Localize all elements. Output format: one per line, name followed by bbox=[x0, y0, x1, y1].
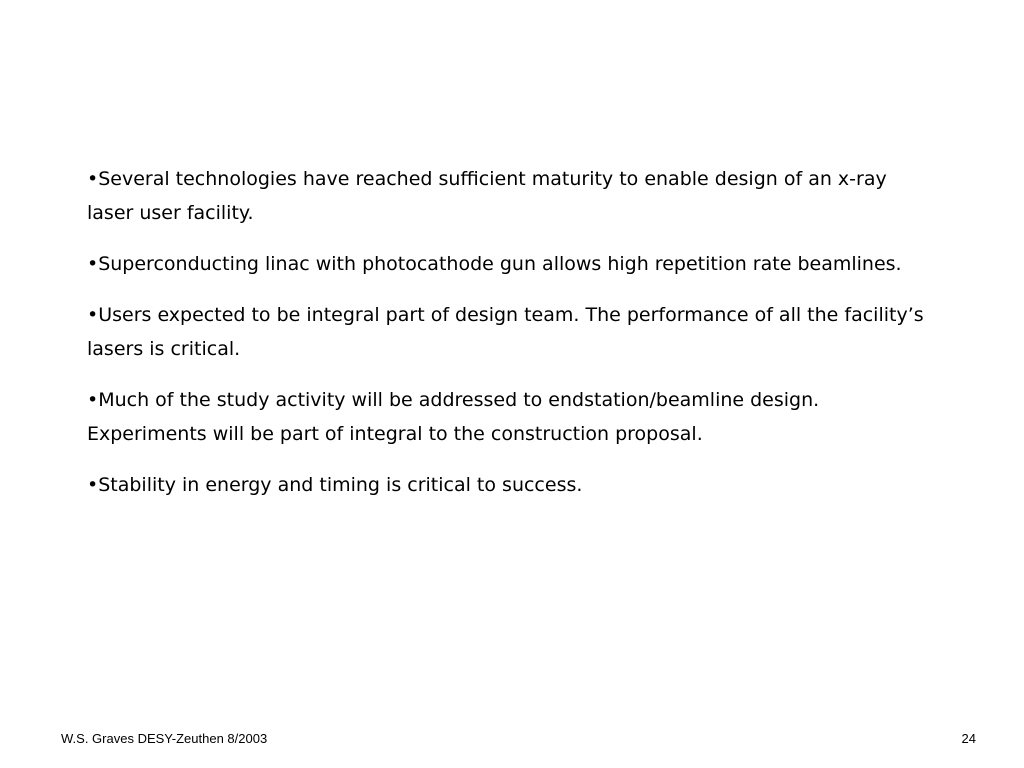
page-number: 24 bbox=[961, 731, 976, 746]
bullet-item: •Much of the study activity will be addressed to endstation/beamline design. Experiments will be part of integral to the construction proposal. bbox=[87, 389, 820, 445]
bullet-item: •Stability in energy and timing is critical to success. bbox=[87, 474, 583, 496]
bullet-list bbox=[87, 162, 927, 502]
bullet-item: •Several technologies have reached sufficient maturity to enable design of an x-ray laser user facility. bbox=[87, 168, 887, 224]
bullet-item: •Users expected to be integral part of design team. The performance of all the facility’s lasers is critical. bbox=[87, 304, 924, 360]
bullet-item: •Superconducting linac with photocathode gun allows high repetition rate beamlines. bbox=[87, 253, 902, 275]
footer-author-date: W.S. Graves DESY-Zeuthen 8/2003 bbox=[61, 731, 268, 746]
